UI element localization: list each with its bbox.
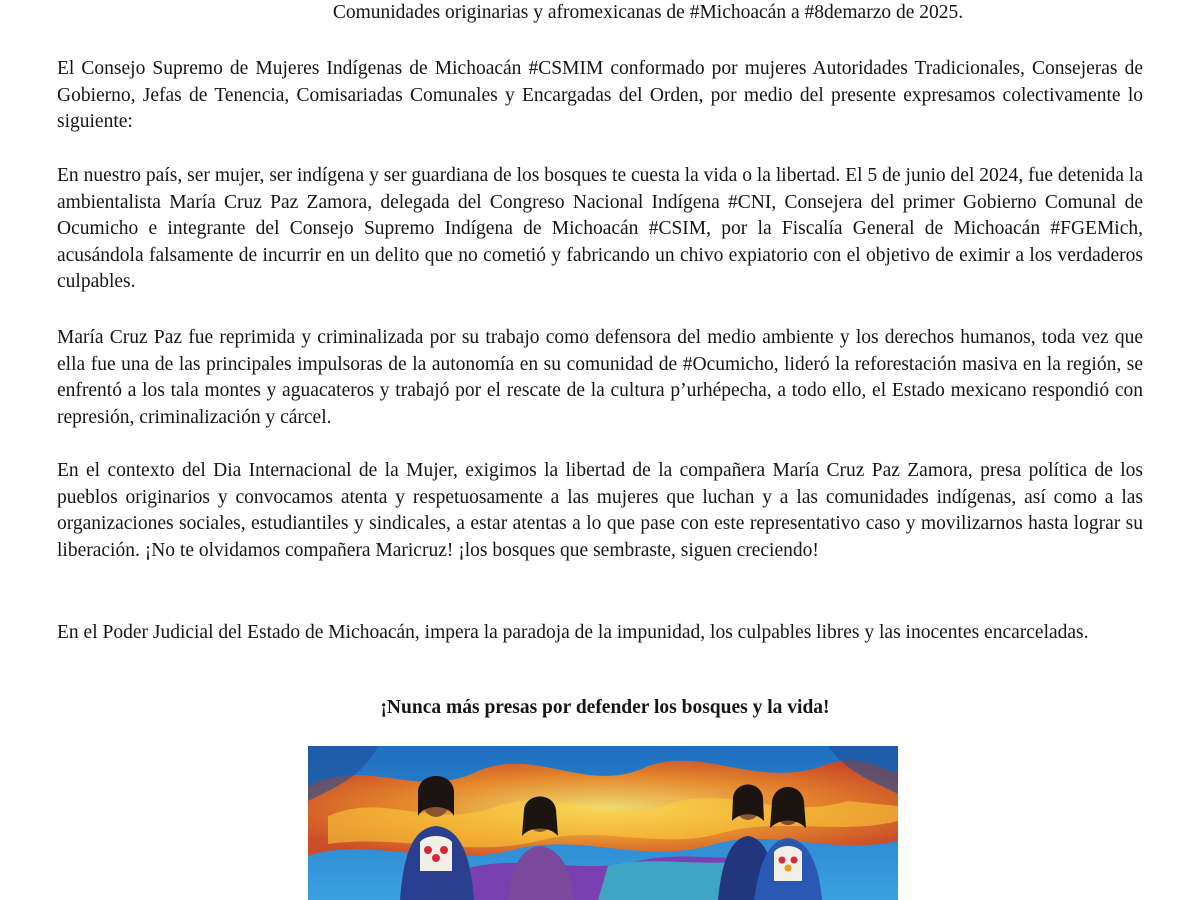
mural-illustration	[308, 746, 898, 900]
paragraph-demand: En el contexto del Dia Internacional de la Mujer, exigimos la libertad de la compañera María Cruz Paz Zamora, presa política de los pueblos originarios y convocamos atenta y respetuosamente a las mujeres que luchan y a las comunidades indígenas, así como a las organizaciones sociales, estudiantiles y sindicales, a estar atentas a lo que pase con este representativo caso y movilizarnos hasta lograr su liberación. ¡No te olvidamos compañera Maricruz! ¡los bosques que sembraste, siguen creciendo!	[57, 460, 1143, 561]
paragraph-judicial: En el Poder Judicial del Estado de Michoacán, impera la paradoja de la impunidad, los culpables libres y las inocentes encarceladas.	[57, 622, 1089, 643]
mural-painting	[308, 746, 898, 900]
paragraph-intro: El Consejo Supremo de Mujeres Indígenas de Michoacán #CSMIM conformado por mujeres Autoridades Tradicionales, Consejeras de Gobierno, Jefas de Tenencia, Comisariadas Comunales y Encargadas del Orden, por medio del presente expresamos colectivamente lo siguiente:	[57, 58, 1143, 133]
paragraph-repression: María Cruz Paz fue reprimida y criminalizada por su trabajo como defensora del medio ambiente y los derechos humanos, toda vez que ella fue una de las principales impulsoras de la autonomía en su comunidad de #Ocumicho, lideró la reforestación masiva en la región, se enfrentó a los tala montes y aguacateros y trabajó por el rescate de la cultura p’urhépecha, a todo ello, el Estado mexicano respondió con represión, criminalización y cárcel.	[57, 327, 1143, 428]
slogan-heading: ¡Nunca más presas por defender los bosques y la vida!	[380, 697, 830, 718]
paragraph-detention: En nuestro país, ser mujer, ser indígena y ser guardiana de los bosques te cuesta la vida o la libertad. El 5 de junio del 2024, fue detenida la ambientalista María Cruz Paz Zamora, delegada del Congreso Nacional Indígena #CNI, Consejera del primer Gobierno Comunal de Ocumicho e integrante del Consejo Supremo Indígena de Michoacán #CSIM, por la Fiscalía General de Michoacán #FGEMich, acusándola falsamente de incurrir en un delito que no cometió y fabricando un chivo expiatorio con el objetivo de eximir a los verdaderos culpables.	[57, 165, 1143, 293]
document-headline: Comunidades originarias y afromexicanas de #Michoacán a #8demarzo de 2025.	[332, 2, 964, 23]
